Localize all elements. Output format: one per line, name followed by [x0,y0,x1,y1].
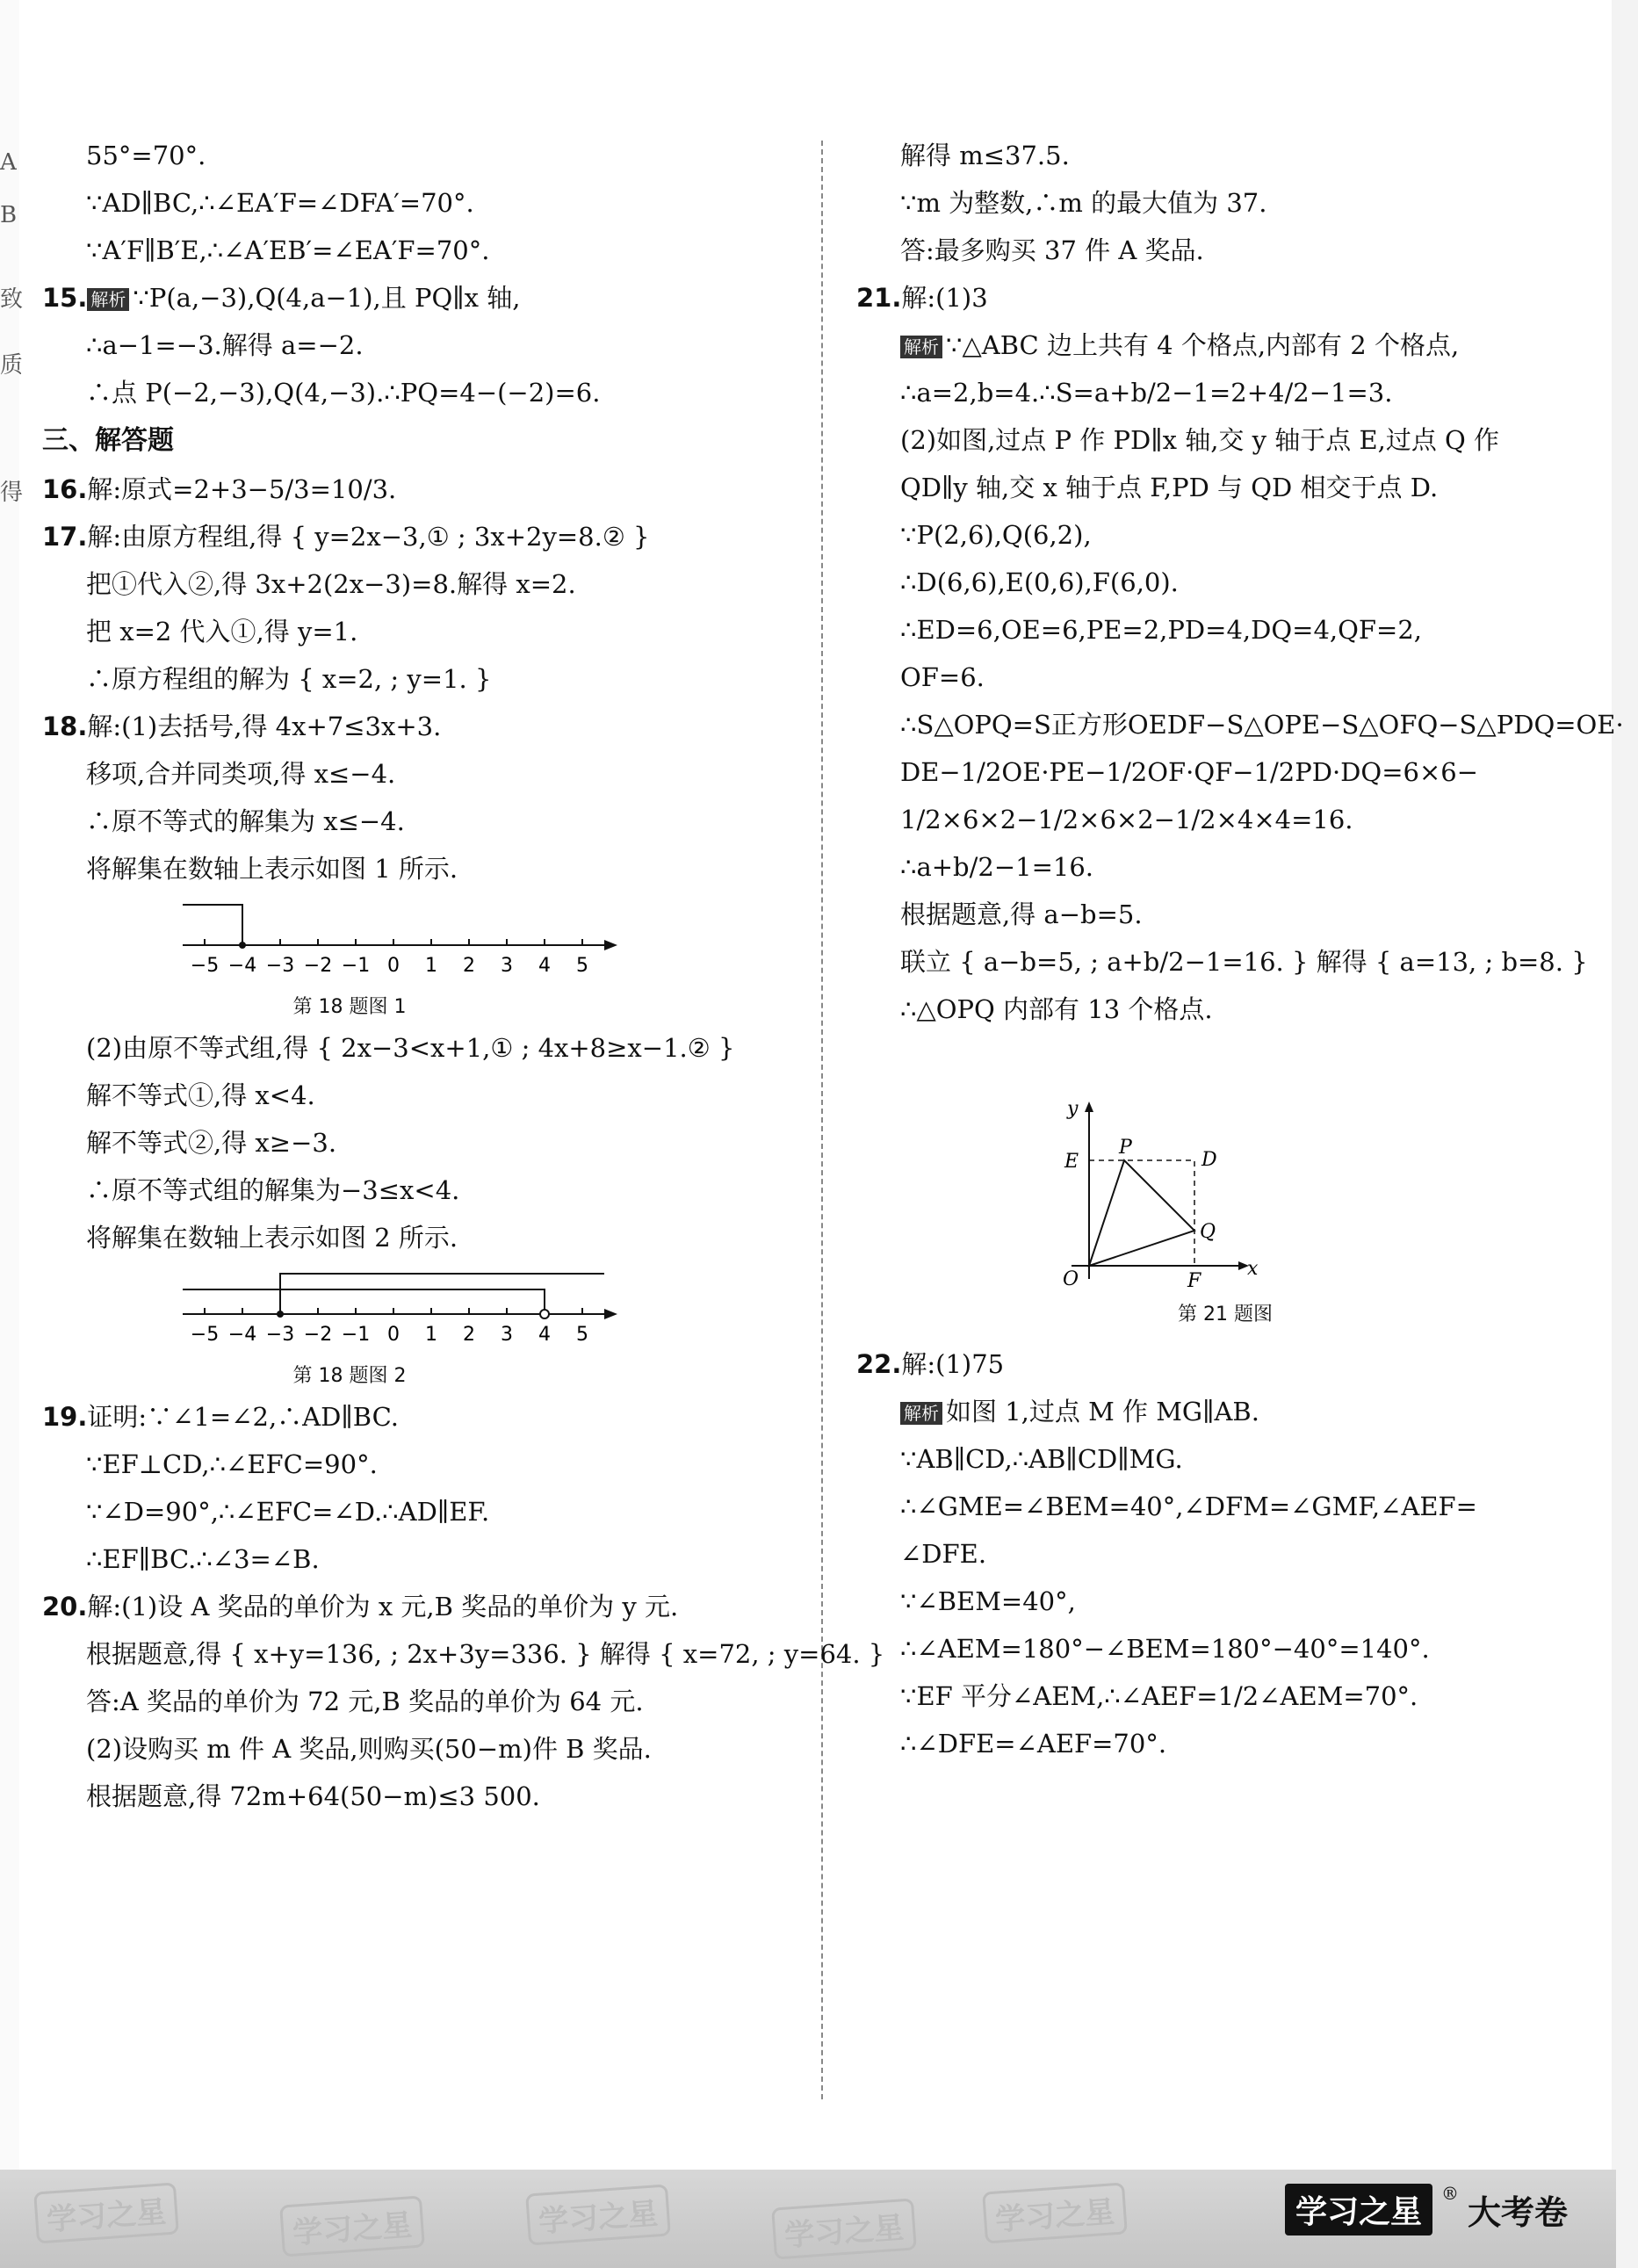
answer-line [42,1167,797,1214]
tick-label: 0 [387,1324,400,1346]
line-text: 根据题意,得 a−b=5. [900,899,1143,929]
page-edge [0,0,19,2268]
answer-line [42,1214,797,1261]
answer-line [42,227,797,274]
answer-line [856,654,1594,701]
answer-line [42,1678,797,1725]
line-text: 答:A 奖品的单价为 72 元,B 奖品的单价为 64 元. [86,1687,644,1716]
answer-line [42,1488,797,1535]
tick-label: 4 [538,955,551,977]
figure-18-1 [42,892,797,1024]
line-text: 联立 { a−b=5, ; a+b/2−1=16. } 解得 { a=13, ; b=8. } [900,947,1588,977]
tick-label: −2 [303,1324,333,1346]
line-text: ∴D(6,6),E(0,6),F(6,0). [900,567,1179,597]
answer-line [856,464,1594,511]
edge-char: 致 [0,286,24,313]
line-text: 根据题意,得 72m+64(50−m)≤3 500. [86,1781,540,1811]
analysis-tag: 解析 [87,288,129,311]
question-line [42,1583,797,1630]
line-text: ∴∠DFE=∠AEF=70°. [900,1729,1167,1759]
answer-line [856,796,1594,843]
tick-label: −5 [190,1324,220,1346]
question-line [42,513,797,560]
edge-char: A [0,149,17,176]
watermark: 学习之星 [33,2182,179,2243]
line-text: 1/2×6×2−1/2×6×2−1/2×4×4=16. [900,805,1353,834]
line-text: ∵EF⊥CD,∴∠EFC=90°. [86,1449,378,1479]
line-text: DE−1/2OE·PE−1/2OF·QF−1/2PD·DQ=6×6− [900,757,1478,787]
tick-label: 3 [501,955,513,977]
tick-label: −2 [303,955,333,977]
answer-line [856,1672,1594,1720]
answer-line [856,179,1594,227]
answer-line [856,1435,1594,1483]
label-d: D [1201,1149,1217,1171]
line-text: (2)由原不等式组,得 { 2x−3<x+1,① ; 4x+8≥x−1.② } [86,1033,735,1063]
answer-line [42,1773,797,1820]
answer-line [856,559,1594,606]
line-text: ∴∠GME=∠BEM=40°,∠DFM=∠GMF,∠AEF= [900,1492,1477,1521]
figure-caption: 第 18 题图 1 [292,996,407,1018]
tick-label: −1 [341,955,371,977]
line-text: ∴原不等式的解集为 x≤−4. [86,806,405,836]
label-f: F [1187,1270,1201,1292]
y-axis-arrow [1085,1101,1093,1112]
answer-line [856,701,1624,748]
question-line [42,466,797,513]
question-number: 18. [42,711,88,741]
analysis-tag: 解析 [900,1402,942,1425]
solid-dot [239,942,246,949]
line-text: (2)设购买 m 件 A 奖品,则购买(50−m)件 B 奖品. [86,1734,652,1764]
watermark: 学习之星 [525,2184,671,2245]
question-number: 20. [42,1592,88,1622]
line-text: ∵A′F∥B′E,∴∠A′EB′=∠EA′F=70°. [86,235,490,265]
line-text: ∴a+b/2−1=16. [900,852,1093,882]
answer-line [42,369,797,416]
number-line-2 [42,1261,797,1358]
line-text: 答:最多购买 37 件 A 奖品. [900,235,1204,265]
question-number: 17. [42,522,88,552]
triangle-opq [1089,1160,1194,1266]
question-number: 15. [42,283,88,313]
edge-char: 得 [0,480,24,506]
figure-18-2 [42,1261,797,1393]
answer-line [42,845,797,892]
question-number: 22. [856,1349,902,1379]
left-block-3 [42,1393,885,1820]
answer-line [42,1725,797,1773]
line-text: 将解集在数轴上表示如图 1 所示. [86,854,458,884]
tick-label: 2 [463,955,475,977]
answer-line [856,416,1594,464]
line-text: ∴a−1=−3.解得 a=−2. [86,330,364,360]
answer-line [856,1578,1594,1625]
answer-line [856,748,1594,796]
answer-line [42,321,797,369]
tick-label: −4 [227,1324,257,1346]
answer-line [42,1441,797,1488]
line-text: ∵AD∥BC,∴∠EA′F=∠DFA′=70°. [86,188,474,218]
analysis-tag: 解析 [900,336,942,358]
solid-dot [277,1311,284,1318]
line-text: ∴∠AEM=180°−∠BEM=180°−40°=140°. [900,1634,1430,1664]
answer-line [856,1530,1594,1578]
label-y: y [1067,1098,1079,1120]
line-text: 解:由原方程组,得 { y=2x−3,① ; 3x+2y=8.② } [87,522,650,552]
axis-arrow [604,940,617,950]
tick-label: −1 [341,1324,371,1346]
figure-21 [856,1033,1594,1340]
line-text: 移项,合并同类项,得 x≤−4. [86,759,396,789]
line-text: ∵AB∥CD,∴AB∥CD∥MG. [900,1444,1183,1474]
answer-line [42,1024,797,1072]
answer-line [42,608,797,655]
line-text: 把 x=2 代入①,得 y=1. [86,617,358,646]
answer-line [42,1535,797,1583]
tick-label: 3 [501,1324,513,1346]
line-text: ∠DFE. [900,1539,987,1569]
tick-label: 5 [576,1324,588,1346]
answer-line [856,1388,1594,1435]
tick-label: 4 [538,1324,551,1346]
label-q: Q [1200,1221,1216,1243]
line-text: 解得 m≤37.5. [900,141,1070,170]
right-block-2 [856,1340,1594,1767]
answer-line [42,132,797,179]
brand [1285,2183,1568,2235]
answer-line [42,798,797,845]
line-text: ∵∠D=90°,∴∠EFC=∠D.∴AD∥EF. [86,1497,490,1527]
watermark: 学习之星 [982,2182,1128,2243]
answer-line [856,227,1594,274]
tick-label: −3 [265,955,295,977]
hollow-dot [540,1310,549,1318]
answer-line [42,1072,797,1119]
line-text: 解:(1)75 [901,1349,1005,1379]
line-text: 如图 1,过点 M 作 MG∥AB. [946,1397,1259,1427]
tick-label: 0 [387,955,400,977]
answer-line [42,560,797,608]
dashed-rectangle [1089,1160,1194,1266]
line-text: 解不等式②,得 x≥−3. [86,1128,337,1158]
question-line [856,1340,1594,1388]
line-text: ∵P(a,−3),Q(4,a−1),且 PQ∥x 轴, [133,283,521,313]
tick-label: −5 [190,955,220,977]
line-text: ∵∠BEM=40°, [900,1586,1076,1616]
label-o: O [1063,1268,1079,1290]
line-text: ∵EF 平分∠AEM,∴∠AEF=1/2∠AEM=70°. [900,1681,1418,1711]
number-line-1 [42,892,797,989]
answer-line [856,321,1594,369]
axis-arrow [604,1309,617,1319]
right-column [856,132,1624,1767]
figure-caption: 第 18 题图 2 [292,1365,407,1387]
question-line [856,274,1594,321]
solution-ray [183,905,242,945]
line-text: 解:(1)3 [901,283,988,313]
watermark: 学习之星 [771,2198,917,2259]
line-text: ∴S△OPQ=S正方形OEDF−S△OPE−S△OFQ−S△PDQ=OE· [900,710,1624,740]
brand-logo: 学习之星 [1285,2184,1432,2235]
question-line [42,274,797,321]
answer-line [856,891,1594,938]
column-divider [821,141,823,2099]
section-heading: 三、解答题 [42,425,174,456]
answer-line [856,986,1594,1033]
line-text: 将解集在数轴上表示如图 2 所示. [86,1223,458,1253]
answer-line [856,369,1594,416]
answer-line [42,1630,885,1678]
edge-char: 质 [0,352,24,379]
line-text: 解:(1)去括号,得 4x+7≤3x+3. [87,711,442,741]
left-block-1 [42,132,797,892]
line-text: ∴点 P(−2,−3),Q(4,−3).∴PQ=4−(−2)=6. [86,378,601,408]
answer-line [856,1483,1594,1530]
left-column [42,132,885,1820]
label-p: P [1119,1137,1132,1159]
solution-ray-2 [183,1289,545,1314]
edge-char: B [0,202,18,228]
line-text: ∴△OPQ 内部有 13 个格点. [900,994,1213,1024]
line-text: QD∥y 轴,交 x 轴于点 F,PD 与 QD 相交于点 D. [900,473,1439,502]
answer-line [856,606,1594,654]
tick-label: 5 [576,955,588,977]
line-text: 解不等式①,得 x<4. [86,1080,315,1110]
answer-line [856,511,1594,559]
question-number: 21. [856,283,902,313]
line-text: ∴原不等式组的解集为−3≤x<4. [86,1175,460,1205]
answer-line [856,132,1594,179]
watermark: 学习之星 [279,2195,425,2257]
line-text: ∵P(2,6),Q(6,2), [900,520,1092,550]
line-text: 根据题意,得 { x+y=136, ; 2x+3y=336. } 解得 { x=72, ; y=64. } [86,1639,885,1669]
tick-label: 1 [425,1324,437,1346]
label-e: E [1064,1151,1079,1173]
line-text: ∴ED=6,OE=6,PE=2,PD=4,DQ=4,QF=2, [900,615,1422,645]
left-block-2 [42,1024,797,1261]
question-number: 16. [42,474,88,504]
answer-line [856,1625,1594,1672]
registered-mark: ® [1440,2183,1459,2204]
line-text: ∴EF∥BC.∴∠3=∠B. [86,1544,320,1574]
answer-line [856,843,1594,891]
answer-line [42,750,797,798]
solution-ray-1 [280,1274,604,1314]
line-text: ∵△ABC 边上共有 4 个格点,内部有 2 个格点, [946,330,1460,360]
line-text: 55°=70°. [86,141,206,170]
line-text: 证明:∵∠1=∠2,∴AD∥BC. [87,1402,399,1432]
brand-text: 大考卷 [1467,2192,1568,2232]
question-line [42,703,797,750]
question-line [42,1393,797,1441]
figure-caption: 第 21 题图 [1178,1304,1273,1325]
answer-line [42,655,797,703]
answer-line [856,938,1594,986]
line-text: 解:原式=2+3−5/3=10/3. [87,474,397,504]
line-text: 解:(1)设 A 奖品的单价为 x 元,B 奖品的单价为 y 元. [87,1592,679,1622]
tick-label: 2 [463,1324,475,1346]
page-right-edge [1612,0,1638,2268]
line-text: (2)如图,过点 P 作 PD∥x 轴,交 y 轴于点 E,过点 Q 作 [900,425,1500,455]
tick-label: 1 [425,955,437,977]
line-text: 把①代入②,得 3x+2(2x−3)=8.解得 x=2. [86,569,576,599]
answer-line [42,179,797,227]
right-block-1 [856,132,1624,1033]
question-number: 19. [42,1402,88,1432]
label-x: x [1247,1258,1259,1280]
tick-label: −3 [265,1324,295,1346]
line-text: ∴a=2,b=4.∴S=a+b/2−1=2+4/2−1=3. [900,378,1393,408]
line-text: ∴原方程组的解为 { x=2, ; y=1. } [86,664,492,694]
line-text: ∵m 为整数,∴m 的最大值为 37. [900,188,1267,218]
answer-line [856,1720,1594,1767]
tick-label: −4 [227,955,257,977]
coordinate-diagram [856,1033,1594,1297]
answer-line [42,1119,797,1167]
line-text: OF=6. [900,662,985,692]
